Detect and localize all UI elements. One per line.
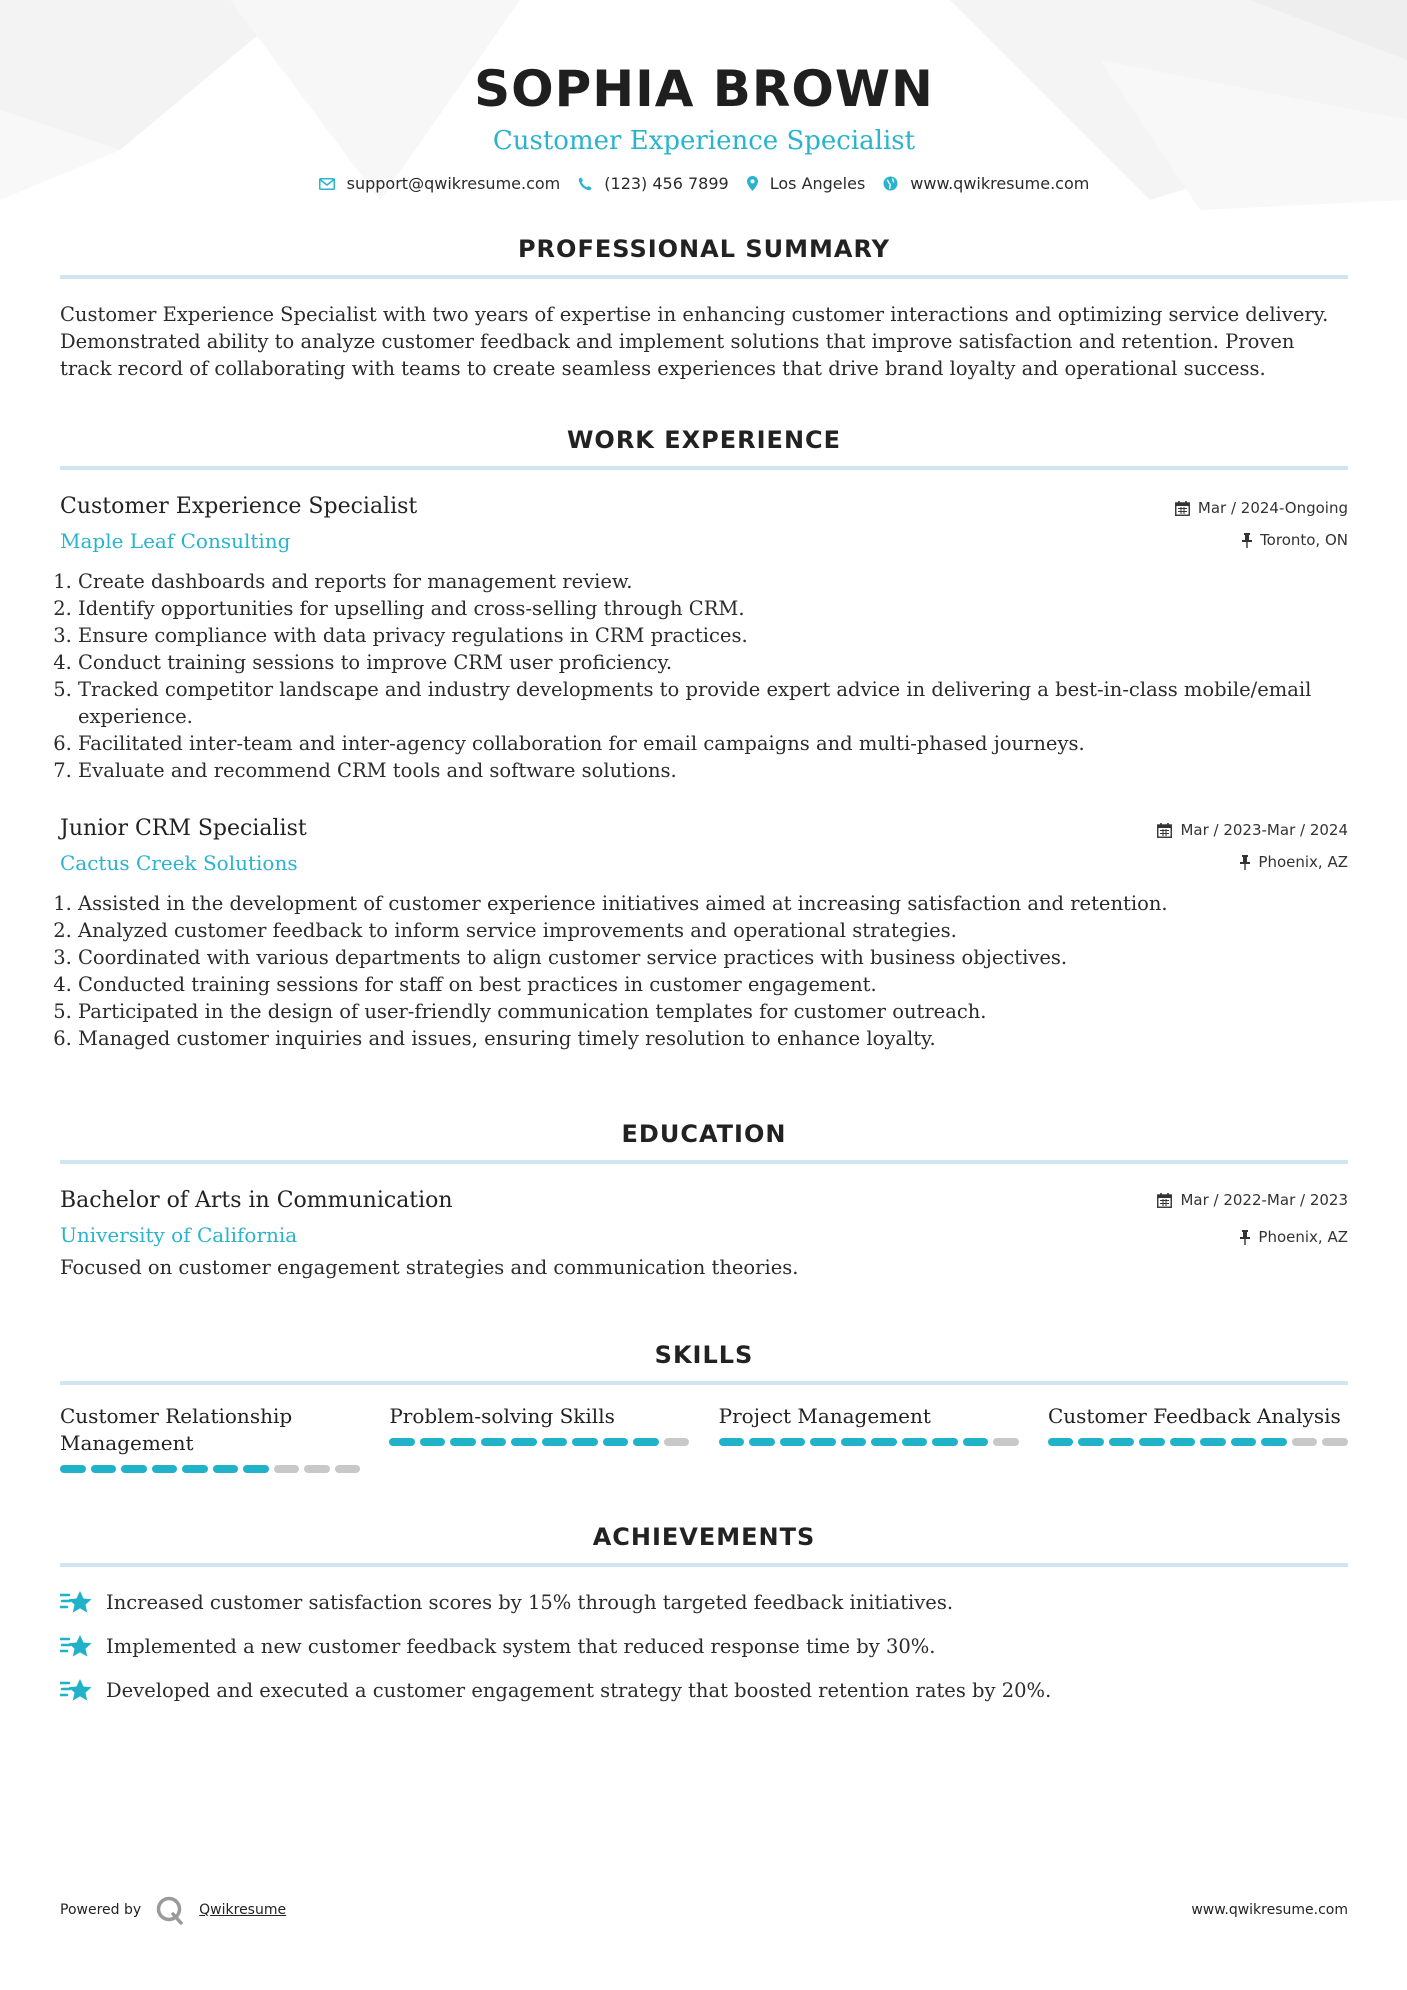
contact-location-text: Los Angeles: [769, 174, 866, 193]
section-title-summary: PROFESSIONAL SUMMARY: [60, 235, 1348, 279]
resume-page: [60, 0, 1348, 1721]
section-title-education: EDUCATION: [60, 1120, 1348, 1164]
skills-grid: [60, 1403, 1348, 1473]
experience-section: [60, 426, 1348, 1052]
skill-segment-filled: [1261, 1438, 1287, 1446]
skill-segment-filled: [511, 1438, 537, 1446]
star-award-icon: [60, 1678, 92, 1704]
summary-section: [60, 235, 1348, 382]
calendar-icon: [1157, 823, 1172, 838]
achievement-text: Developed and executed a customer engagement strategy that boosted retention rates by 20%.: [106, 1679, 1052, 1702]
job-location: Phoenix, AZ: [1258, 853, 1348, 871]
education-location: Phoenix, AZ: [1258, 1228, 1348, 1246]
skill-segment-filled: [60, 1465, 86, 1473]
achievement-text: Implemented a new customer feedback system that reduced response time by 30%.: [106, 1635, 936, 1658]
achievement-item: [60, 1589, 1348, 1616]
achievement-item: [60, 1633, 1348, 1660]
skill-segment-filled: [450, 1438, 476, 1446]
skill-segment-filled: [932, 1438, 958, 1446]
star-award-icon: [60, 1634, 92, 1660]
education-section: [60, 1120, 1348, 1281]
list-item: 4. Conduct training sessions to improve CRM user proficiency.: [78, 649, 1348, 676]
skill-segment-empty: [335, 1465, 361, 1473]
globe-icon: [883, 176, 898, 191]
skill-segment-filled: [633, 1438, 659, 1446]
skill-segment-filled: [902, 1438, 928, 1446]
job-title: Junior CRM Specialist: [60, 816, 307, 841]
skill-segment-filled: [1109, 1438, 1135, 1446]
skill-segment-filled: [719, 1438, 745, 1446]
qwikresume-logo-icon: [155, 1895, 185, 1925]
skill-item: [1048, 1403, 1348, 1473]
contact-email[interactable]: [319, 174, 561, 193]
map-marker-icon: [747, 176, 758, 191]
job-title: Customer Experience Specialist: [60, 494, 418, 519]
list-item: 4. Conducted training sessions for staff on best practices in customer engagement.: [78, 971, 1348, 998]
skill-segment-filled: [243, 1465, 269, 1473]
skill-segment-filled: [1170, 1438, 1196, 1446]
skill-segment-filled: [91, 1465, 117, 1473]
resume-header: [60, 0, 1348, 193]
skill-segment-filled: [121, 1465, 147, 1473]
job-location: Toronto, ON: [1260, 531, 1348, 549]
degree-title: Bachelor of Arts in Communication: [60, 1188, 453, 1213]
skill-segment-filled: [1048, 1438, 1074, 1446]
job-meta: [1175, 492, 1348, 550]
skill-level-bar: [719, 1438, 1019, 1446]
list-item: 5. Participated in the design of user-friendly communication templates for customer outreach.: [78, 998, 1348, 1025]
list-item: 1. Create dashboards and reports for management review.: [78, 568, 1348, 595]
skill-segment-empty: [664, 1438, 690, 1446]
education-dates: Mar / 2022-Mar / 2023: [1180, 1191, 1348, 1209]
contact-email-text: support@qwikresume.com: [346, 174, 561, 193]
skill-segment-filled: [182, 1465, 208, 1473]
candidate-name: SOPHIA BROWN: [474, 60, 934, 118]
list-item: 3. Coordinated with various departments to align customer service practices with business objectives.: [78, 944, 1348, 971]
skill-segment-filled: [572, 1438, 598, 1446]
skill-level-bar: [1048, 1438, 1348, 1446]
section-title-experience: WORK EXPERIENCE: [60, 426, 1348, 470]
skill-name: Problem-solving Skills: [389, 1404, 615, 1428]
list-item: 6. Managed customer inquiries and issues, ensuring timely resolution to enhance loyalty.: [78, 1025, 1348, 1052]
achievement-item: [60, 1677, 1348, 1704]
list-item: 3. Ensure compliance with data privacy regulations in CRM practices.: [78, 622, 1348, 649]
pin-icon: [1242, 533, 1252, 548]
qwikresume-brand-link[interactable]: Qwikresume: [199, 1902, 287, 1918]
skill-segment-filled: [1139, 1438, 1165, 1446]
contact-phone-text: (123) 456 7899: [604, 174, 729, 193]
education-description: Focused on customer engagement strategies and communication theories.: [60, 1256, 799, 1279]
skill-segment-empty: [274, 1465, 300, 1473]
skill-name: Project Management: [718, 1404, 931, 1428]
skill-item: [389, 1403, 689, 1473]
powered-by: [60, 1895, 286, 1925]
job-dates: Mar / 2024-Ongoing: [1197, 499, 1348, 517]
education-meta: [1157, 1186, 1348, 1247]
skill-segment-empty: [1322, 1438, 1348, 1446]
contact-website-text: www.qwikresume.com: [910, 174, 1090, 193]
job-entry: [60, 814, 1348, 1052]
skill-segment-filled: [1078, 1438, 1104, 1446]
pin-icon: [1240, 1230, 1250, 1245]
phone-icon: [578, 177, 592, 191]
job-meta: [1157, 814, 1348, 872]
skill-segment-filled: [481, 1438, 507, 1446]
contact-website[interactable]: [883, 174, 1089, 193]
skill-segment-empty: [993, 1438, 1019, 1446]
calendar-icon: [1175, 501, 1190, 516]
list-item: 1. Assisted in the development of customer experience initiatives aimed at increasing satisfaction and retention.: [78, 890, 1348, 917]
skill-segment-filled: [389, 1438, 415, 1446]
star-award-icon: [60, 1590, 92, 1616]
calendar-icon: [1157, 1193, 1172, 1208]
pin-icon: [1240, 855, 1250, 870]
skill-level-bar: [60, 1465, 360, 1473]
skill-segment-filled: [603, 1438, 629, 1446]
skill-name: Customer Relationship Management: [60, 1404, 293, 1455]
candidate-role: Customer Experience Specialist: [492, 126, 916, 156]
skill-segment-filled: [780, 1438, 806, 1446]
skill-segment-filled: [152, 1465, 178, 1473]
contact-bar: [60, 174, 1348, 193]
contact-location: [747, 174, 866, 193]
skill-segment-filled: [213, 1465, 239, 1473]
job-company: Cactus Creek Solutions: [60, 851, 298, 875]
section-title-skills: SKILLS: [60, 1341, 1348, 1385]
summary-text: Customer Experience Specialist with two years of expertise in enhancing customer interactions and optimizing service delivery. Demonstrated ability to analyze customer feedback and implement solutions that improve satisfaction and retention. Proven track record of collaborating with teams to create seamless experiences that drive brand loyalty and operational success.: [60, 303, 1329, 380]
list-item: 5. Tracked competitor landscape and industry developments to provide expert advice in delivering a best-in-class mobile/email experience.: [78, 676, 1348, 730]
skill-segment-filled: [542, 1438, 568, 1446]
powered-by-label: Powered by: [60, 1902, 142, 1918]
skill-level-bar: [389, 1438, 689, 1446]
skill-segment-filled: [1200, 1438, 1226, 1446]
skill-item: [60, 1403, 360, 1473]
footer-website[interactable]: www.qwikresume.com: [1191, 1902, 1348, 1918]
contact-phone[interactable]: [578, 174, 728, 193]
list-item: 2. Analyzed customer feedback to inform service improvements and operational strategies.: [78, 917, 1348, 944]
list-item: 2. Identify opportunities for upselling and cross-selling through CRM.: [78, 595, 1348, 622]
skill-segment-filled: [963, 1438, 989, 1446]
list-item: 6. Facilitated inter-team and inter-agency collaboration for email campaigns and multi-phased journeys.: [78, 730, 1348, 757]
envelope-icon: [319, 178, 335, 190]
skill-segment-filled: [749, 1438, 775, 1446]
job-dates: Mar / 2023-Mar / 2024: [1180, 821, 1348, 839]
page-footer: [60, 1895, 1348, 1925]
achievement-text: Increased customer satisfaction scores by 15% through targeted feedback initiatives.: [106, 1591, 954, 1614]
skill-name: Customer Feedback Analysis: [1047, 1404, 1341, 1428]
skill-segment-empty: [1292, 1438, 1318, 1446]
school-name: University of California: [60, 1223, 298, 1247]
job-company: Maple Leaf Consulting: [60, 529, 291, 553]
skill-segment-filled: [871, 1438, 897, 1446]
job-bullets: [60, 890, 1348, 1052]
list-item: 7. Evaluate and recommend CRM tools and software solutions.: [78, 757, 1348, 784]
skill-segment-empty: [304, 1465, 330, 1473]
skill-segment-filled: [841, 1438, 867, 1446]
section-title-achievements: ACHIEVEMENTS: [60, 1523, 1348, 1567]
job-bullets: [60, 568, 1348, 784]
skill-segment-filled: [810, 1438, 836, 1446]
skill-item: [719, 1403, 1019, 1473]
job-entry: [60, 492, 1348, 784]
skill-segment-filled: [420, 1438, 446, 1446]
skill-segment-filled: [1231, 1438, 1257, 1446]
skills-section: [60, 1341, 1348, 1473]
achievements-section: [60, 1523, 1348, 1704]
